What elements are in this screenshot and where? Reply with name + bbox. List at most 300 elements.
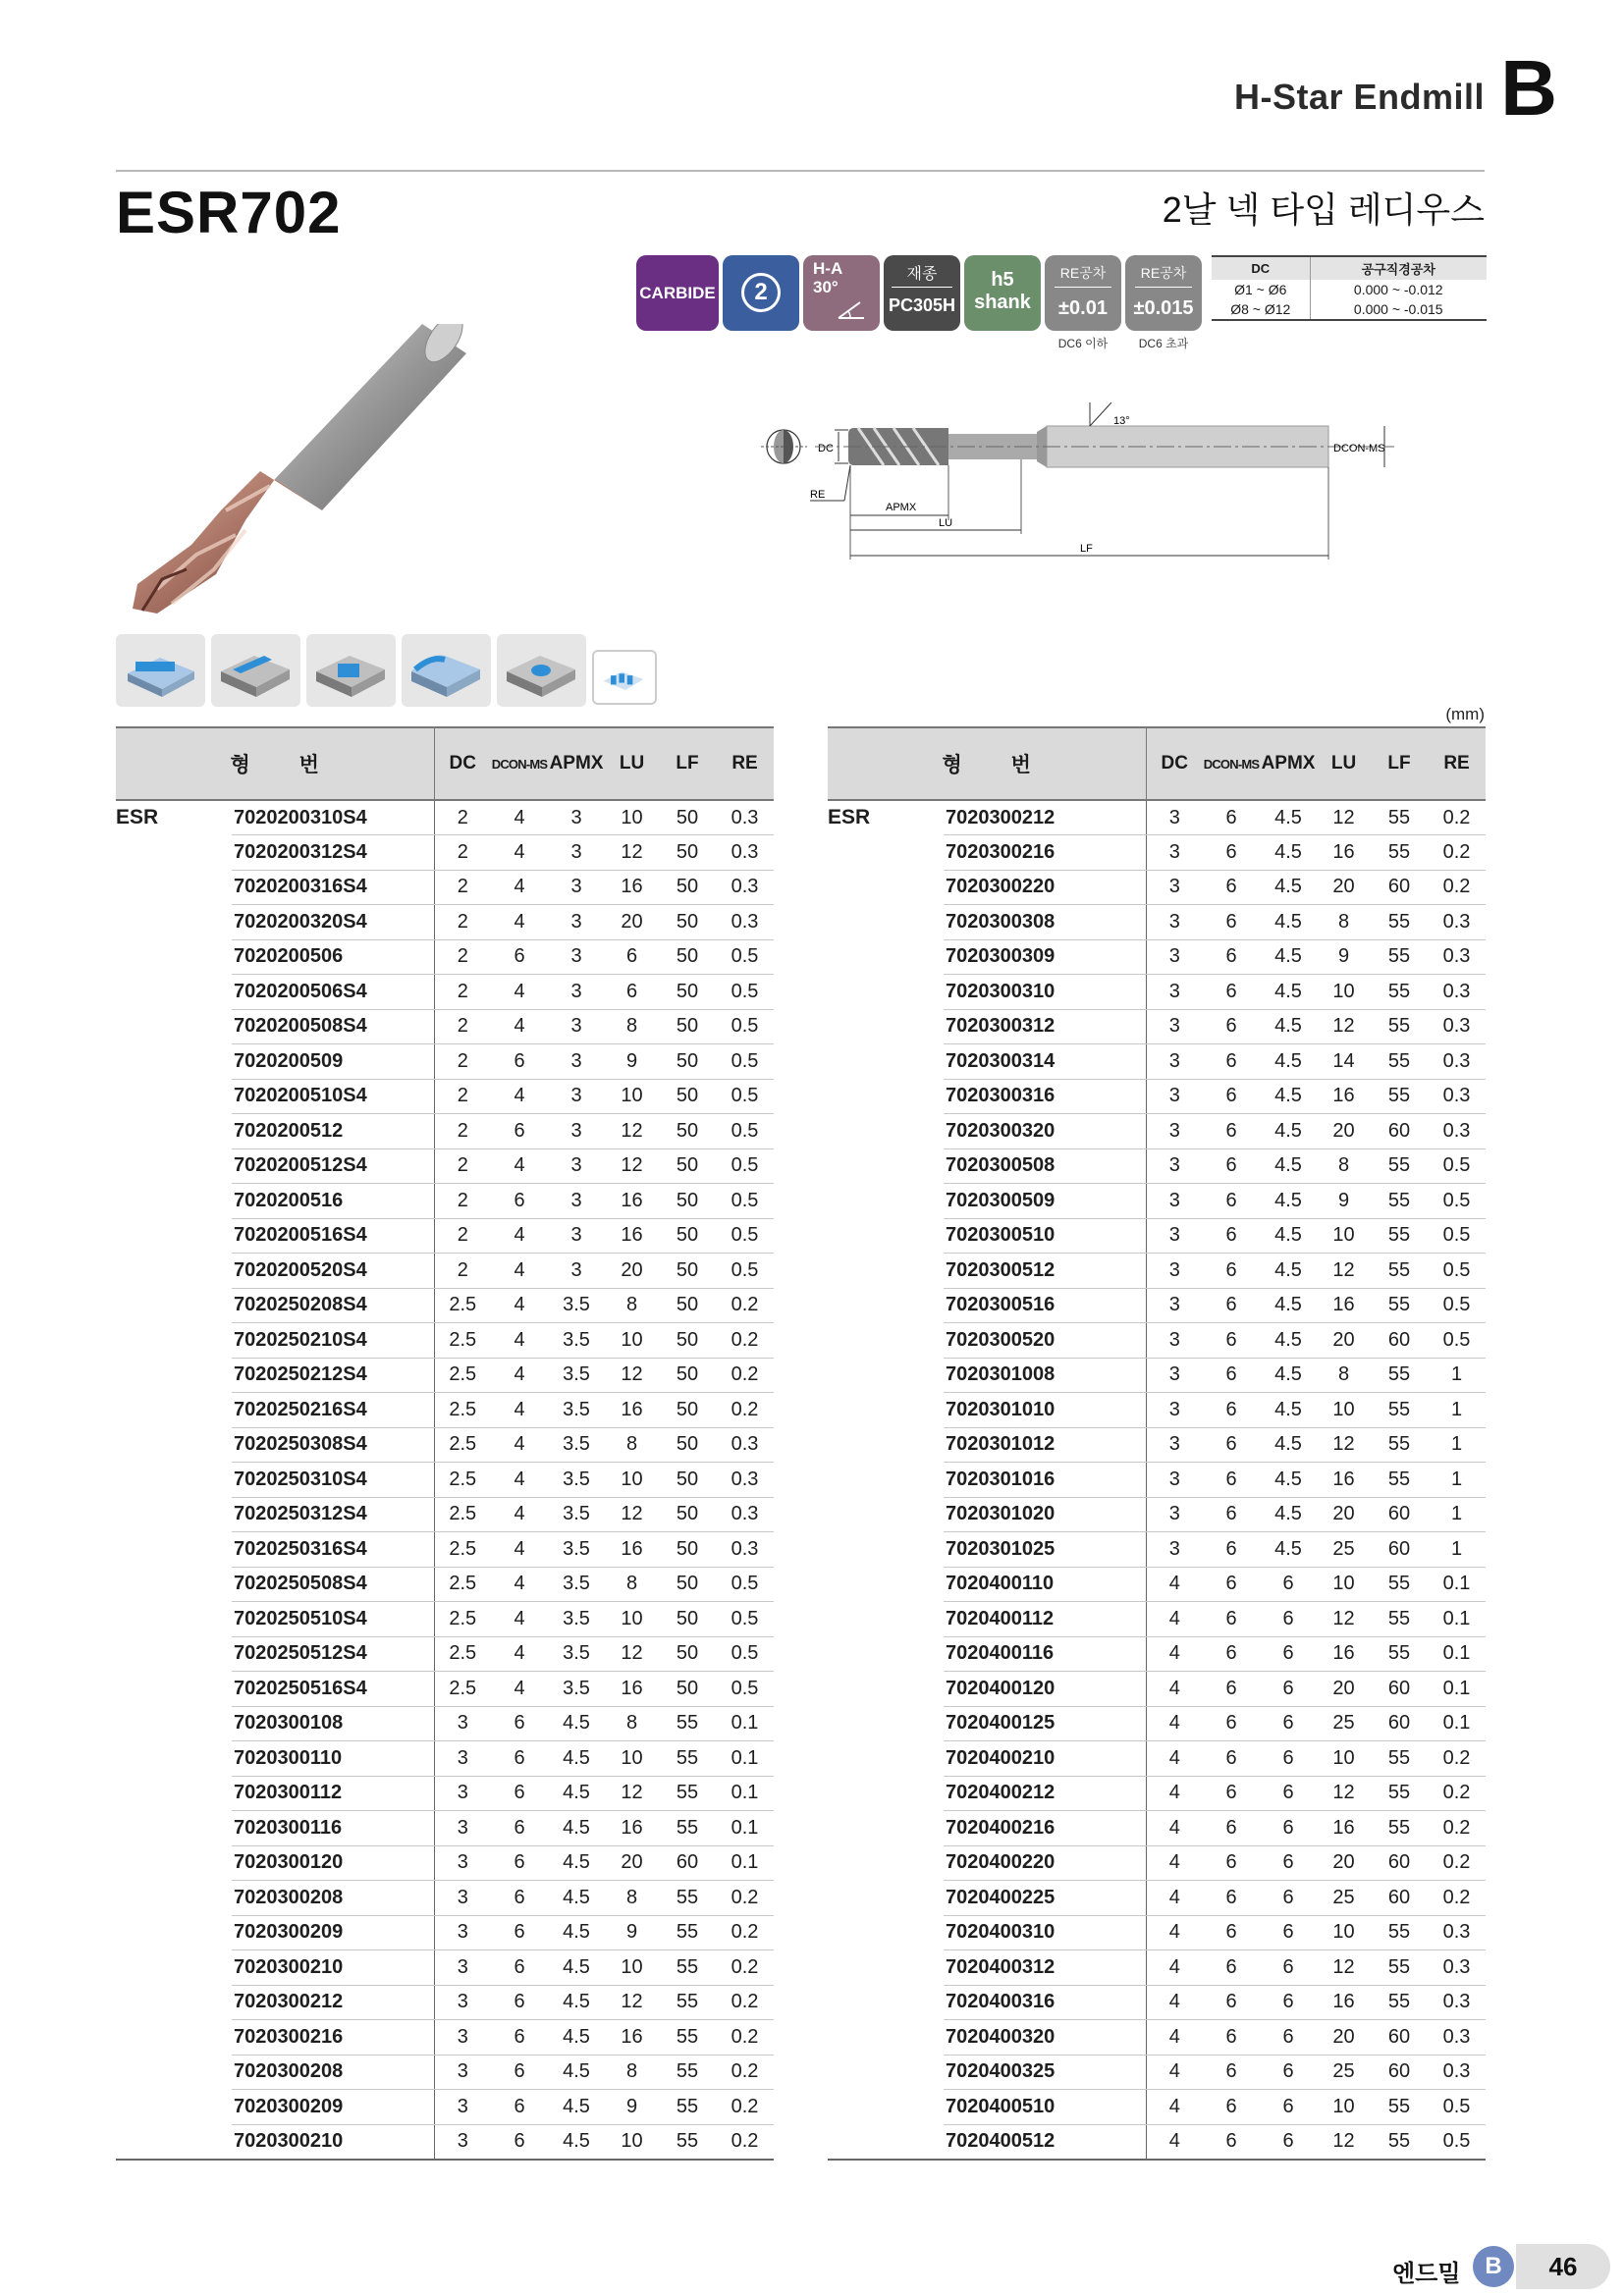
cell-apmx: 4.5 (1260, 1288, 1317, 1323)
diameter-tolerance-table (1212, 255, 1487, 321)
table-row (828, 2090, 1486, 2125)
cell-lu: 20 (1317, 1114, 1371, 1149)
cell-dc: 2 (434, 1148, 491, 1184)
cell-dc: 4 (1146, 1741, 1203, 1777)
table-row (828, 1602, 1486, 1637)
re-tol1-title: RE공차 (1059, 265, 1107, 281)
cell-dc: 3 (434, 1915, 491, 1950)
cell-apmx: 4.5 (548, 2020, 605, 2056)
cell-series (116, 1218, 232, 1254)
cell-apmx: 4.5 (548, 1741, 605, 1777)
cell-re: 0.1 (1428, 1706, 1486, 1741)
cell-dcon: 6 (491, 1706, 548, 1741)
cell-re: 0.2 (1428, 835, 1486, 871)
cell-model-code: 7020250216S4 (232, 1393, 434, 1428)
cell-dcon: 6 (1203, 1845, 1260, 1881)
cell-series (116, 1393, 232, 1428)
cell-dc: 3 (434, 2055, 491, 2090)
cell-model-code: 7020400310 (944, 1915, 1146, 1950)
cell-series (116, 1567, 232, 1602)
cell-re: 0.2 (1428, 1881, 1486, 1916)
cell-lf: 50 (659, 800, 716, 835)
cell-dcon: 4 (491, 1218, 548, 1254)
flute-count: 2 (741, 273, 781, 312)
cell-dcon: 6 (1203, 2090, 1260, 2125)
col-header-re: RE (1428, 727, 1486, 800)
cell-dcon: 4 (491, 1497, 548, 1532)
cell-lu: 25 (1317, 1532, 1371, 1568)
cell-lu: 8 (1317, 1358, 1371, 1393)
cell-apmx: 3.5 (548, 1497, 605, 1532)
cell-apmx: 3 (548, 905, 605, 940)
cell-series (116, 975, 232, 1010)
cell-lu: 9 (605, 1915, 659, 1950)
header-divider (116, 170, 1485, 172)
cell-apmx: 4.5 (1260, 1393, 1317, 1428)
cell-model-code: 7020400320 (944, 2020, 1146, 2056)
cell-apmx: 4.5 (548, 1915, 605, 1950)
cell-lf: 55 (659, 1776, 716, 1811)
cell-lu: 10 (1317, 1393, 1371, 1428)
cell-model-code: 7020301025 (944, 1532, 1146, 1568)
table-row (828, 1254, 1486, 1289)
cell-series (116, 1427, 232, 1463)
cell-series (116, 1044, 232, 1080)
table-row (828, 1985, 1486, 2020)
cell-series (828, 1915, 944, 1950)
cell-lu: 8 (605, 2055, 659, 2090)
cell-re: 0.5 (716, 1079, 774, 1114)
cell-dcon: 6 (491, 1741, 548, 1777)
cell-lf: 55 (659, 1950, 716, 1986)
cell-re: 0.1 (1428, 1602, 1486, 1637)
cell-apmx: 3.5 (548, 1463, 605, 1498)
cell-dcon: 6 (1203, 1044, 1260, 1080)
table-row (116, 1148, 774, 1184)
diagram-lf-label: LF (1080, 543, 1093, 555)
cell-apmx: 3.5 (548, 1602, 605, 1637)
spec-table-right (828, 726, 1486, 2161)
cell-lf: 55 (659, 1985, 716, 2020)
cell-apmx: 4.5 (1260, 1148, 1317, 1184)
cell-apmx: 3.5 (548, 1427, 605, 1463)
cell-series (828, 1427, 944, 1463)
cell-re: 0.3 (1428, 2055, 1486, 2090)
cell-dc: 3 (434, 1985, 491, 2020)
cell-series (828, 1950, 944, 1986)
cell-model-code: 7020301008 (944, 1358, 1146, 1393)
cell-apmx: 6 (1260, 1776, 1317, 1811)
cell-series (116, 1463, 232, 1498)
table-row (828, 1845, 1486, 1881)
cell-model-code: 7020300516 (944, 1288, 1146, 1323)
cell-dc: 3 (434, 2090, 491, 2125)
table-row (828, 2055, 1486, 2090)
cell-re: 0.3 (716, 1427, 774, 1463)
cell-dcon: 6 (1203, 800, 1260, 835)
cell-re: 0.3 (1428, 2020, 1486, 2056)
cell-model-code: 7020300208 (232, 1881, 434, 1916)
pocketing-icon (306, 634, 396, 707)
cell-model-code: 7020250510S4 (232, 1602, 434, 1637)
cell-dc: 3 (1146, 1532, 1203, 1568)
cell-lu: 14 (1317, 1044, 1371, 1080)
cell-series (116, 1079, 232, 1114)
cell-model-code: 7020400510 (944, 2090, 1146, 2125)
cell-lf: 50 (659, 975, 716, 1010)
cell-dc: 3 (1146, 1288, 1203, 1323)
cell-lu: 25 (1317, 2055, 1371, 2090)
cell-dc: 4 (1146, 1811, 1203, 1846)
cell-lu: 10 (605, 1741, 659, 1777)
cell-lf: 55 (1371, 1288, 1428, 1323)
cell-series (828, 1602, 944, 1637)
unit-label: (mm) (1445, 705, 1485, 723)
cell-lu: 16 (1317, 1811, 1371, 1846)
cell-dc: 2 (434, 1079, 491, 1114)
cell-dc: 3 (1146, 1009, 1203, 1044)
col-header-lf: LF (1371, 727, 1428, 800)
cell-dc: 4 (1146, 1636, 1203, 1672)
cell-dcon: 6 (1203, 1950, 1260, 1986)
cell-series (116, 1741, 232, 1777)
cell-lu: 10 (1317, 1567, 1371, 1602)
spec-table-right-body (828, 800, 1486, 2160)
diagram-dc-label: DC (818, 443, 834, 454)
cell-dcon: 4 (491, 1148, 548, 1184)
cell-series (828, 2020, 944, 2056)
cell-model-code: 7020300308 (944, 905, 1146, 940)
cell-apmx: 3 (548, 870, 605, 905)
table-row (828, 1009, 1486, 1044)
cell-apmx: 4.5 (548, 1881, 605, 1916)
cell-model-code: 7020300209 (232, 1915, 434, 1950)
cell-apmx: 6 (1260, 1845, 1317, 1881)
cell-lu: 12 (1317, 1427, 1371, 1463)
cell-lu: 10 (1317, 1218, 1371, 1254)
cell-re: 0.5 (716, 1602, 774, 1637)
cell-re: 1 (1428, 1358, 1486, 1393)
cell-dcon: 6 (1203, 2020, 1260, 2056)
cell-lu: 12 (605, 1636, 659, 1672)
cell-series (828, 1811, 944, 1846)
table-row (828, 1427, 1486, 1463)
cell-dcon: 6 (491, 1915, 548, 1950)
cell-dcon: 6 (491, 1985, 548, 2020)
cell-apmx: 4.5 (1260, 1323, 1317, 1359)
cell-model-code: 7020300212 (944, 800, 1146, 835)
cell-dcon: 6 (1203, 1672, 1260, 1707)
cell-lf: 50 (659, 1532, 716, 1568)
cell-apmx: 4.5 (548, 1776, 605, 1811)
cell-dc: 4 (1146, 2055, 1203, 2090)
cell-apmx: 4.5 (548, 2124, 605, 2160)
shank-badge (964, 255, 1041, 331)
cell-model-code: 7020300108 (232, 1706, 434, 1741)
cell-series (828, 1776, 944, 1811)
cell-dcon: 6 (491, 2124, 548, 2160)
table-row (116, 1706, 774, 1741)
cell-lu: 20 (1317, 2020, 1371, 2056)
cell-apmx: 3 (548, 1114, 605, 1149)
cell-series (828, 1532, 944, 1568)
diagram-lu-label: LU (939, 517, 953, 529)
cell-series (828, 2124, 944, 2160)
cell-lf: 55 (1371, 1985, 1428, 2020)
table-row (116, 800, 774, 835)
table-row (828, 1776, 1486, 1811)
cell-model-code: 7020300110 (232, 1741, 434, 1777)
cell-re: 0.2 (1428, 1776, 1486, 1811)
cell-dcon: 4 (491, 905, 548, 940)
cell-dcon: 6 (1203, 1741, 1260, 1777)
table-row (116, 1218, 774, 1254)
table-row (828, 1148, 1486, 1184)
cell-re: 0.2 (1428, 1811, 1486, 1846)
cell-series (116, 1254, 232, 1289)
cell-model-code: 7020400112 (944, 1602, 1146, 1637)
cell-apmx: 3.5 (548, 1393, 605, 1428)
cell-model-code: 7020250516S4 (232, 1672, 434, 1707)
cell-model-code: 7020250316S4 (232, 1532, 434, 1568)
cell-apmx: 6 (1260, 2020, 1317, 2056)
re-tol1-value: ±0.01 (1058, 297, 1108, 319)
cell-model-code: 7020300508 (944, 1148, 1146, 1184)
cell-dcon: 6 (491, 2020, 548, 2056)
cell-model-code: 7020400212 (944, 1776, 1146, 1811)
cell-lu: 8 (1317, 905, 1371, 940)
cell-re: 0.2 (716, 2090, 774, 2125)
cell-model-code: 7020400216 (944, 1811, 1146, 1846)
tol-value: 0.000 ~ -0.012 (1353, 282, 1443, 297)
cell-re: 0.5 (716, 1672, 774, 1707)
table-row (116, 905, 774, 940)
cell-lf: 55 (659, 1741, 716, 1777)
cell-model-code: 7020200506S4 (232, 975, 434, 1010)
cell-dc: 4 (1146, 2124, 1203, 2160)
table-row (116, 1915, 774, 1950)
cell-lf: 55 (1371, 1776, 1428, 1811)
cell-model-code: 7020300510 (944, 1218, 1146, 1254)
cell-lu: 12 (605, 1358, 659, 1393)
table-row (116, 939, 774, 975)
cell-apmx: 4.5 (1260, 1532, 1317, 1568)
cell-lf: 60 (1371, 1845, 1428, 1881)
cell-model-code: 7020200512S4 (232, 1148, 434, 1184)
cell-re: 0.5 (1428, 1323, 1486, 1359)
cell-lf: 55 (659, 1881, 716, 1916)
cell-lu: 16 (605, 2020, 659, 2056)
table-row (116, 1672, 774, 1707)
material-title: 재종 (906, 266, 938, 283)
cell-lf: 55 (1371, 2090, 1428, 2125)
cell-lu: 16 (605, 1218, 659, 1254)
cell-series (828, 870, 944, 905)
cell-apmx: 4.5 (1260, 1184, 1317, 1219)
cell-dc: 2.5 (434, 1463, 491, 1498)
cell-dc: 3 (434, 1881, 491, 1916)
cell-dcon: 6 (491, 1184, 548, 1219)
cell-dc: 3 (1146, 939, 1203, 975)
cell-apmx: 4.5 (548, 1845, 605, 1881)
cell-dcon: 6 (1203, 870, 1260, 905)
cell-dc: 3 (1146, 1148, 1203, 1184)
cell-dc: 2.5 (434, 1497, 491, 1532)
cell-apmx: 4.5 (1260, 1218, 1317, 1254)
cell-re: 0.3 (1428, 939, 1486, 975)
cell-re: 0.3 (1428, 1985, 1486, 2020)
cell-lu: 20 (1317, 1845, 1371, 1881)
cell-lu: 9 (1317, 939, 1371, 975)
table-row (116, 1323, 774, 1359)
cell-lu: 8 (605, 1009, 659, 1044)
cell-series (116, 1811, 232, 1846)
cell-lu: 20 (1317, 1497, 1371, 1532)
cell-lf: 60 (659, 1845, 716, 1881)
cell-series (828, 1845, 944, 1881)
cell-lu: 6 (605, 939, 659, 975)
cell-lf: 50 (659, 1567, 716, 1602)
table-row (828, 1741, 1486, 1777)
table-row (116, 2090, 774, 2125)
cell-dc: 4 (1146, 1776, 1203, 1811)
cell-model-code: 7020300309 (944, 939, 1146, 975)
cell-lu: 12 (605, 1148, 659, 1184)
table-row (828, 1567, 1486, 1602)
table-row (828, 2020, 1486, 2056)
cell-lf: 55 (1371, 1602, 1428, 1637)
page-number: 46 (1516, 2244, 1610, 2289)
cell-re: 0.5 (716, 1567, 774, 1602)
cell-series (828, 905, 944, 940)
cell-dc: 2 (434, 800, 491, 835)
endmill-dimension-diagram (756, 402, 1404, 569)
col-header-lu: LU (605, 727, 659, 800)
cell-series (828, 1463, 944, 1498)
cell-re: 0.5 (1428, 1184, 1486, 1219)
cell-lf: 50 (659, 1009, 716, 1044)
table-row (828, 1393, 1486, 1428)
cell-model-code: 7020300120 (232, 1845, 434, 1881)
cell-lf: 50 (659, 1672, 716, 1707)
cell-re: 1 (1428, 1463, 1486, 1498)
cell-dcon: 4 (491, 1288, 548, 1323)
cell-re: 0.2 (716, 1288, 774, 1323)
cell-dcon: 4 (491, 1463, 548, 1498)
cell-dcon: 6 (1203, 1079, 1260, 1114)
cell-apmx: 4.5 (1260, 1497, 1317, 1532)
cell-re: 0.2 (716, 1950, 774, 1986)
spec-table-left-body (116, 800, 774, 2160)
cell-dcon: 6 (1203, 1532, 1260, 1568)
cell-dc: 3 (1146, 1218, 1203, 1254)
cell-apmx: 3.5 (548, 1323, 605, 1359)
cell-lf: 60 (1371, 1323, 1428, 1359)
table-row (828, 1184, 1486, 1219)
helix-label: H-A (813, 259, 843, 278)
cell-lu: 8 (605, 1427, 659, 1463)
table-row (828, 1288, 1486, 1323)
side-milling-icon (116, 634, 205, 707)
cell-dcon: 6 (491, 2090, 548, 2125)
cell-dcon: 6 (1203, 905, 1260, 940)
cell-dc: 3 (1146, 870, 1203, 905)
cell-lf: 60 (1371, 1881, 1428, 1916)
cell-lu: 10 (1317, 2090, 1371, 2125)
cell-re: 1 (1428, 1532, 1486, 1568)
diagram-angle-label: 13° (1113, 415, 1130, 427)
cell-re: 0.5 (1428, 2090, 1486, 2125)
cell-dc: 2.5 (434, 1602, 491, 1637)
cell-lf: 55 (1371, 1393, 1428, 1428)
cell-apmx: 6 (1260, 1881, 1317, 1916)
cell-dcon: 4 (491, 800, 548, 835)
cell-lu: 12 (1317, 1602, 1371, 1637)
cell-series (116, 1636, 232, 1672)
cell-dc: 2 (434, 835, 491, 871)
cell-re: 0.3 (1428, 1915, 1486, 1950)
table-row (828, 1636, 1486, 1672)
cell-dcon: 6 (1203, 1323, 1260, 1359)
cell-re: 0.2 (716, 1358, 774, 1393)
cell-dc: 2.5 (434, 1567, 491, 1602)
cell-series (828, 1567, 944, 1602)
cell-model-code: 7020200310S4 (232, 800, 434, 835)
cell-lf: 50 (659, 1497, 716, 1532)
re-tol1-note: DC6 이하 (1057, 337, 1109, 350)
footer-section-badge: B (1473, 2246, 1514, 2287)
cell-dcon: 6 (1203, 1009, 1260, 1044)
carbide-badge (636, 255, 719, 331)
cell-series (116, 1845, 232, 1881)
cell-apmx: 4.5 (1260, 1427, 1317, 1463)
table-row (116, 1463, 774, 1498)
cell-model-code: 7020300220 (944, 870, 1146, 905)
cell-re: 0.3 (1428, 1950, 1486, 1986)
cell-apmx: 3 (548, 800, 605, 835)
cell-dc: 4 (1146, 1985, 1203, 2020)
cell-re: 0.3 (716, 1532, 774, 1568)
cell-lf: 50 (659, 1148, 716, 1184)
cell-series (116, 1985, 232, 2020)
cell-lu: 8 (1317, 1148, 1371, 1184)
cell-lf: 55 (1371, 1915, 1428, 1950)
cell-lf: 55 (1371, 2124, 1428, 2160)
cell-model-code: 7020300210 (232, 2124, 434, 2160)
cell-re: 0.5 (1428, 2124, 1486, 2160)
cell-lu: 8 (605, 1706, 659, 1741)
table-row (116, 1358, 774, 1393)
cell-dcon: 4 (491, 1636, 548, 1672)
cell-lu: 12 (605, 1776, 659, 1811)
section-letter: B (1500, 44, 1557, 132)
cell-re: 0.5 (716, 1254, 774, 1289)
carbide-label: CARBIDE (639, 284, 716, 302)
cell-dc: 2 (434, 975, 491, 1010)
cell-model-code: 7020300112 (232, 1776, 434, 1811)
cell-lf: 55 (1371, 1044, 1428, 1080)
section-title: H-Star Endmill (1233, 77, 1485, 117)
cell-re: 0.2 (716, 2055, 774, 2090)
cell-model-code: 7020400210 (944, 1741, 1146, 1777)
cell-lf: 55 (1371, 1463, 1428, 1498)
cell-series (116, 1915, 232, 1950)
cell-model-code: 7020400512 (944, 2124, 1146, 2160)
cell-lf: 50 (659, 1288, 716, 1323)
cell-dc: 2 (434, 1254, 491, 1289)
cell-dcon: 6 (1203, 1567, 1260, 1602)
diagram-re-label: RE (810, 489, 826, 501)
